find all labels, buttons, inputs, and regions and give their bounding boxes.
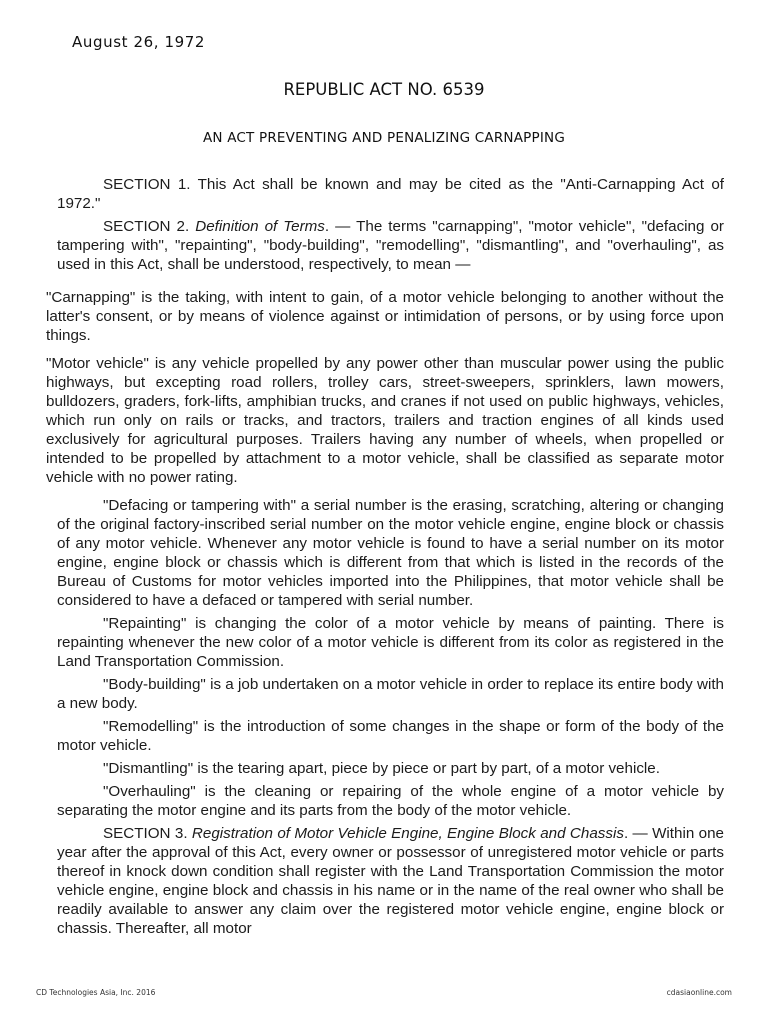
sections-1-2-block [46, 175, 724, 274]
definition-remodelling: "Remodelling" is the introduction of some changes in the shape or form of the body of the motor vehicle. [57, 718, 724, 754]
definitions-block [46, 496, 724, 938]
definition-dismantling: "Dismantling" is the tearing apart, piece by piece or part by part, of a motor vehicle. [103, 760, 660, 777]
definition-motor-vehicle: "Motor vehicle" is any vehicle propelled by any power other than muscular power using the public highways, but excepting road rollers, trolley cars, street-sweepers, sprinklers, lawn mowers, bulldozers, graders, fork-lifts, amphibian trucks, and cranes if not used on public highways, vehicles, which run only on rails or tracks, and tractors, trailers and traction engines of all kinds used exclusively for agricultural purposes. Trailers having any number of wheels, when propelled or intended to be propelled by attachment to a motor vehicle, shall be classified as separate motor vehicle with no power rating. [46, 355, 724, 486]
section-2 [57, 217, 724, 274]
section-2-heading: Definition of Terms [195, 218, 325, 235]
document-date: August 26, 1972 [72, 33, 206, 51]
section-3 [57, 824, 724, 938]
act-number: REPUBLIC ACT NO. 6539 [283, 80, 485, 99]
definition-body-building: "Body-building" is a job undertaken on a motor vehicle in order to replace its entire body with a new body. [57, 676, 724, 712]
definition-defacing: "Defacing or tampering with" a serial number is the erasing, scratching, altering or changing of the original factory-inscribed serial number on the motor vehicle engine, engine block or chassis of any motor vehicle. Whenever any motor vehicle is found to have a serial number on its motor engine, engine block or chassis which is different from that which is listed in the records of the Bureau of Customs for motor vehicles imported into the Philippines, that motor vehicle shall be considered to have a defaced or tampered with serial number. [57, 497, 724, 609]
section-3-text: . — Within one year after the approval of this Act, every owner or possessor of unregistered motor vehicle or parts thereof in knock down condition shall register with the Land Transportation Commission the motor vehicle engine, engine block and chassis in his name or in the name of the real owner who shall be readily available to answer any claim over the registered motor vehicle engine, engine block or chassis. Thereafter, all motor [57, 825, 725, 937]
section-1: SECTION 1. This Act shall be known and may be cited as the "Anti-Carnapping Act of 1972." [57, 176, 724, 212]
section-3-heading: Registration of Motor Vehicle Engine, Engine Block and Chassis [191, 825, 624, 842]
section-3-prefix: SECTION 3. [103, 825, 192, 842]
definition-carnapping: "Carnapping" is the taking, with intent to gain, of a motor vehicle belonging to another without the latter's consent, or by means of violence against or intimidation of persons, or by using force upon things. [46, 289, 724, 344]
act-title: AN ACT PREVENTING AND PENALIZING CARNAPPING [203, 130, 565, 146]
section-2-text: . — The terms "carnapping", "motor vehicle", "defacing or tampering with", "repainting", "body-building", "remodelling", "dismantling", and "overhauling", as used in this Act, shall be understood, respectively, to mean — [57, 218, 724, 273]
section-2-prefix: SECTION 2. [103, 218, 196, 235]
footer-publisher: CD Technologies Asia, Inc. 2016 [36, 988, 156, 997]
footer-website: cdasiaonline.com [666, 988, 732, 997]
document-body [46, 175, 724, 938]
definition-overhauling: "Overhauling" is the cleaning or repairing of the whole engine of a motor vehicle by separating the motor engine and its parts from the body of the motor vehicle. [57, 783, 724, 819]
definition-repainting: "Repainting" is changing the color of a motor vehicle by means of painting. There is repainting whenever the new color of a motor vehicle is different from its color as registered in the Land Transportation Commission. [57, 615, 724, 670]
